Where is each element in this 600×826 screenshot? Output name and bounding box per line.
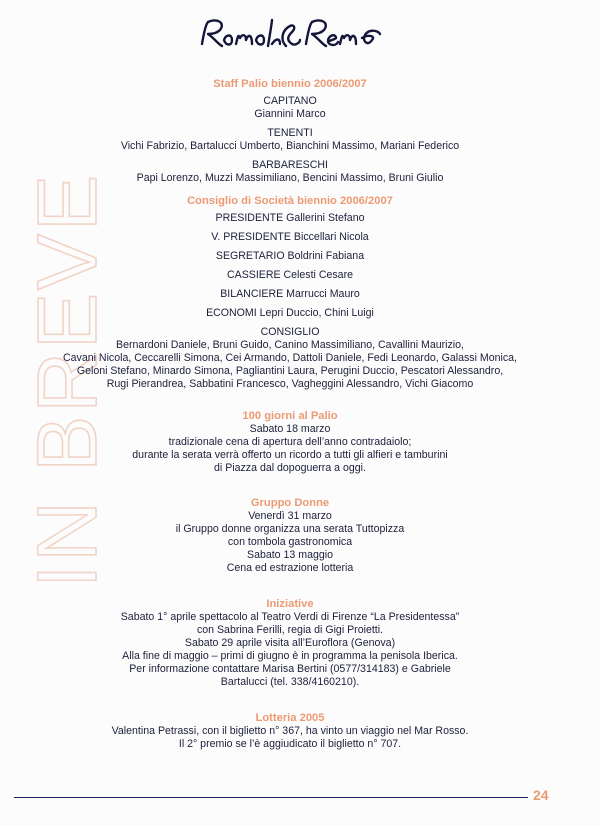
capitano-title: CAPITANO [263, 95, 317, 107]
consiglio-line: Rugi Pierandrea, Sabbatini Francesco, Vagheggini Alessandro, Vichi Giacomo [106, 378, 474, 390]
donne-line: Cena ed estrazione lotteria [226, 562, 354, 574]
palio-line: tradizionale cena di apertura dell’anno contradaiolo; [168, 436, 412, 448]
donne-line: con tombola gastronomica [227, 536, 353, 548]
donne-line: il Gruppo donne organizza una serata Tuttopizza [175, 523, 405, 535]
role-name: Celesti Cesare [283, 269, 353, 281]
council-role-row [60, 250, 520, 263]
council-heading: Consiglio di Società biennio 2006/2007 [187, 195, 393, 207]
consiglio-line: Geloni Stefano, Minardo Simona, Pagliantini Laura, Perugini Duccio, Pescatori Alessandro, [76, 365, 504, 377]
consiglio-line: Bernardoni Daniele, Bruni Guido, Canino Massimiliano, Cavallini Maurizio, [116, 339, 464, 351]
content-column [60, 78, 520, 751]
role-name: Boldrini Fabiana [287, 250, 365, 262]
iniziative-line: Sabato 29 aprile visita all’Euroflora (Genova) [184, 637, 396, 649]
svg-text:IN BREVE: IN BREVE [20, 171, 115, 589]
staff-heading: Staff Palio biennio 2006/2007 [213, 78, 367, 90]
romolo-remo-signature-logo [196, 14, 386, 54]
tenenti-names: Vichi Fabrizio, Bartalucci Umberto, Bianchini Massimo, Mariani Federico [120, 140, 460, 152]
role-name: Biccellari Nicola [293, 231, 369, 243]
role-label: PRESIDENTE [215, 212, 284, 224]
iniziative-heading: Iniziative [266, 598, 314, 610]
iniziative-line: con Sabrina Ferilli, regia di Gigi Proietti. [196, 624, 384, 636]
footer-rule [14, 797, 528, 798]
role-name: Marrucci Mauro [286, 288, 360, 300]
council-role-row [60, 269, 520, 282]
palio-line: durante la serata verrà offerto un ricordo a tutti gli alfieri e tamburini [132, 449, 448, 461]
iniziative-line: Alla fine di maggio – primi di giugno è in programma la penisola Iberica. [122, 650, 458, 662]
barbareschi-title: BARBARESCHI [252, 159, 328, 171]
iniziative-line: Sabato 1° aprile spettacolo al Teatro Verdi di Firenze “La Presidentessa” [120, 611, 460, 623]
lotteria-line: Il 2° premio se l’è aggiudicato il biglietto n° 707. [178, 738, 402, 750]
iniziative-line: Bartalucci (tel. 338/4160210). [220, 676, 360, 688]
council-role-row [60, 231, 520, 244]
role-name: Gallerini Stefano [286, 212, 365, 224]
palio-heading: 100 giorni al Palio [242, 410, 338, 422]
page-number: 24 [533, 787, 549, 803]
lotteria-line: Valentina Petrassi, con il biglietto n° 367, ha vinto un viaggio nel Mar Rosso. [111, 725, 469, 737]
role-label: V. PRESIDENTE [211, 231, 291, 243]
iniziative-line: Per informazione contattare Marisa Bertini (0577/314183) e Gabriele [129, 663, 451, 675]
role-label: ECONOMI [206, 307, 257, 319]
tenenti-title: TENENTI [267, 127, 313, 139]
palio-line: Sabato 18 marzo [249, 423, 331, 435]
council-role-row [60, 212, 520, 225]
council-role-row [60, 307, 520, 320]
role-label: BILANCIERE [220, 288, 284, 300]
capitano-names: Giannini Marco [254, 108, 326, 120]
donne-heading: Gruppo Donne [250, 497, 330, 509]
role-label: SEGRETARIO [215, 250, 285, 262]
donne-line: Sabato 13 maggio [247, 549, 333, 561]
donne-line: Venerdì 31 marzo [248, 510, 332, 522]
council-role-row [60, 288, 520, 301]
lotteria-heading: Lotteria 2005 [255, 712, 325, 724]
consiglio-line: Cavani Nicola, Ceccarelli Simona, Cei Armando, Dattoli Daniele, Fedi Leonardo, Galassi Monica, [63, 352, 517, 364]
palio-line: di Piazza dal dopoguerra a oggi. [214, 462, 366, 474]
role-label: CASSIERE [226, 269, 281, 281]
consiglio-title: CONSIGLIO [260, 326, 320, 338]
barbareschi-names: Papi Lorenzo, Muzzi Massimiliano, Bencini Massimo, Bruni Giulio [136, 172, 444, 184]
role-name: Lepri Duccio, Chini Luigi [259, 307, 374, 319]
